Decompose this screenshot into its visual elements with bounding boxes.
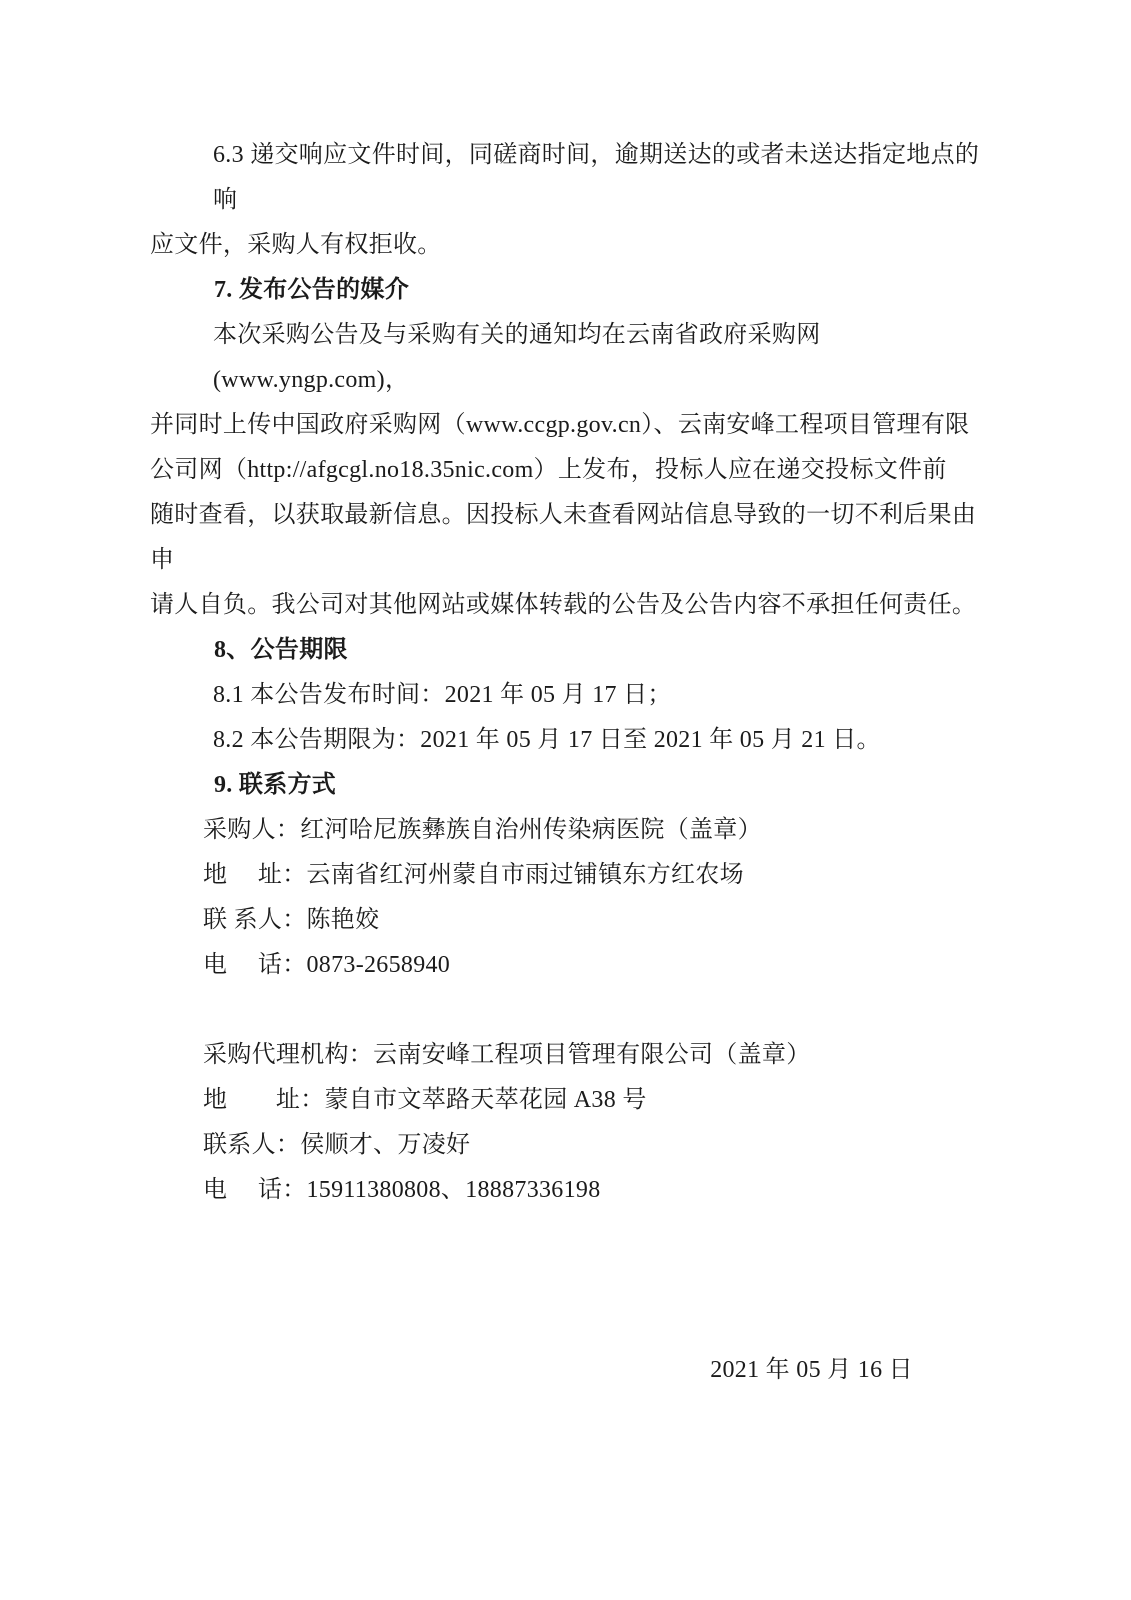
text-line: 公司网（http://afgcgl.no18.35nic.com）上发布，投标人应在递交投标文件前 [150, 457, 947, 483]
text-line: 地 址：云南省红河州蒙自市雨过铺镇东方红农场 [203, 862, 744, 888]
text-line: 6.3 递交响应文件时间，同磋商时间，逾期送达的或者未送达指定地点的响 [213, 142, 980, 213]
text-line: 本次采购公告及与采购有关的通知均在云南省政府采购网(www.yngp.com)， [213, 322, 821, 393]
text-lines [150, 133, 985, 1213]
blank-line [150, 988, 985, 1033]
text-line: 电 话：0873-2658940 [203, 952, 451, 978]
text-line: 采购代理机构：云南安峰工程项目管理有限公司（盖章） [203, 1042, 811, 1068]
text-line: 9. 联系方式 [214, 772, 337, 798]
text-line: 地 址：蒙自市文萃路天萃花园 A38 号 [203, 1087, 647, 1113]
text-line: 联系人：侯顺才、万凌好 [203, 1132, 471, 1158]
text-line: 联 系人：陈艳姣 [203, 907, 380, 933]
document-date: 2021 年 05 月 16 日 [710, 1357, 913, 1383]
text-line: 8.2 本公告期限为：2021 年 05 月 17 日至 2021 年 05 月 21 日。 [213, 727, 881, 753]
text-line: 应文件，采购人有权拒收。 [150, 232, 442, 258]
text-line: 请人自负。我公司对其他网站或媒体转载的公告及公告内容不承担任何责任。 [150, 592, 977, 618]
text-line: 并同时上传中国政府采购网（www.ccgp.gov.cn）、云南安峰工程项目管理有限 [150, 412, 970, 438]
text-line: 8、公告期限 [214, 637, 348, 663]
text-line: 采购人：红河哈尼族彝族自治州传染病医院（盖章） [203, 817, 762, 843]
text-line: 随时查看，以获取最新信息。因投标人未查看网站信息导致的一切不利后果由申 [150, 502, 977, 573]
text-line: 7. 发布公告的媒介 [214, 277, 409, 303]
text-line: 电 话：15911380808、18887336198 [203, 1177, 601, 1203]
text-line: 8.1 本公告发布时间：2021 年 05 月 17 日； [213, 682, 672, 708]
